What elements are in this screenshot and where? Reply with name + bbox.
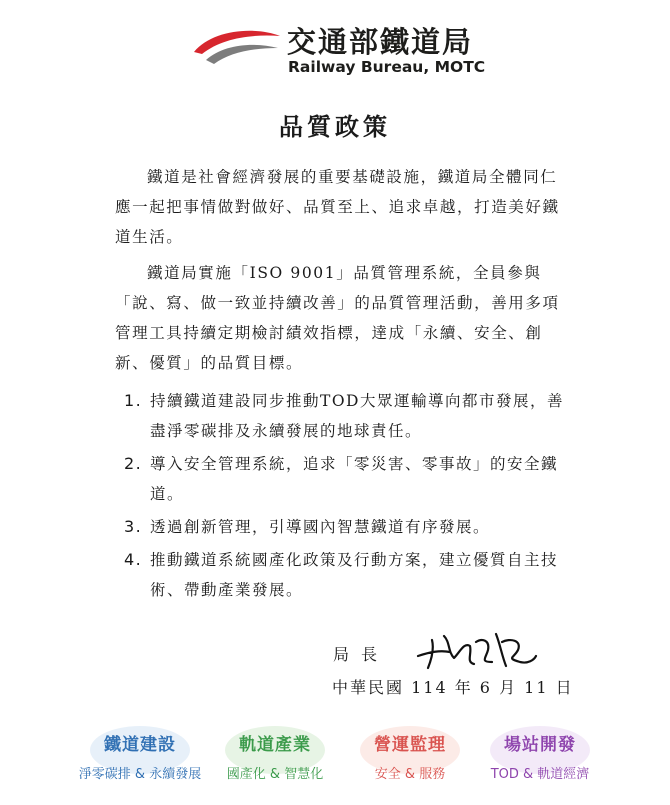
policy-list xyxy=(118,386,578,608)
list-item xyxy=(118,449,578,509)
logo-english-name: Railway Bureau, MOTC xyxy=(288,58,486,76)
list-text: 推動鐵道系統國產化政策及行動方案，建立優質自主技術、帶動產業發展。 xyxy=(150,551,559,599)
list-item xyxy=(118,386,578,446)
pillar-heading: 鐵道建設 xyxy=(104,735,176,755)
pillar-rail-industry xyxy=(205,720,345,782)
pillar-heading: 軌道產業 xyxy=(239,735,311,755)
list-text: 透過創新管理，引導國內智慧鐵道有序發展。 xyxy=(150,518,491,536)
handwritten-signature xyxy=(410,622,540,674)
logo-chinese-name: 交通部鐵道局 xyxy=(287,25,474,59)
list-number: 4. xyxy=(124,550,143,569)
pillar-heading: 場站開發 xyxy=(504,735,576,755)
pillar-heading: 營運監理 xyxy=(374,735,446,755)
pillar-railway-construction xyxy=(70,720,210,782)
pillar-subtitle: 安全 & 服務 xyxy=(374,767,446,782)
issue-date: 中華民國 114 年 6 月 11 日 xyxy=(332,678,574,697)
list-text: 導入安全管理系統，追求「零災害、零事故」的安全鐵道。 xyxy=(150,455,559,503)
pillar-subtitle: TOD & 軌道經濟 xyxy=(490,767,590,782)
signatory-label: 局長 xyxy=(333,645,390,664)
pillar-operation-supervision xyxy=(340,720,480,782)
paragraph-iso: 鐵道局實施「ISO 9001」品質管理系統，全員參與「說、寫、做一致並持續改善」的品質管理活動，善用多項管理工具持續定期檢討績效指標，達成「永續、安全、創新、優質」的品質目標。 xyxy=(115,264,560,372)
list-number: 3. xyxy=(124,517,143,536)
list-number: 1. xyxy=(124,391,143,410)
pillar-subtitle: 淨零碳排 & 永續發展 xyxy=(78,767,202,782)
footer-pillars xyxy=(70,720,610,800)
pillar-station-development xyxy=(470,720,610,782)
page-title: 品質政策 xyxy=(279,112,391,141)
list-number: 2. xyxy=(124,454,143,473)
railway-bureau-logo xyxy=(192,18,492,82)
list-text: 持續鐵道建設同步推動TOD大眾運輸導向都市發展，善盡淨零碳排及永續發展的地球責任。 xyxy=(150,392,564,440)
list-item xyxy=(118,512,578,542)
railway-logo-icon xyxy=(192,26,282,70)
paragraph-intro: 鐵道是社會經濟發展的重要基礎設施，鐵道局全體同仁應一起把事情做對做好、品質至上、追求卓越，打造美好鐵道生活。 xyxy=(115,168,560,246)
list-item xyxy=(118,545,578,605)
pillar-subtitle: 國產化 & 智慧化 xyxy=(226,767,324,782)
